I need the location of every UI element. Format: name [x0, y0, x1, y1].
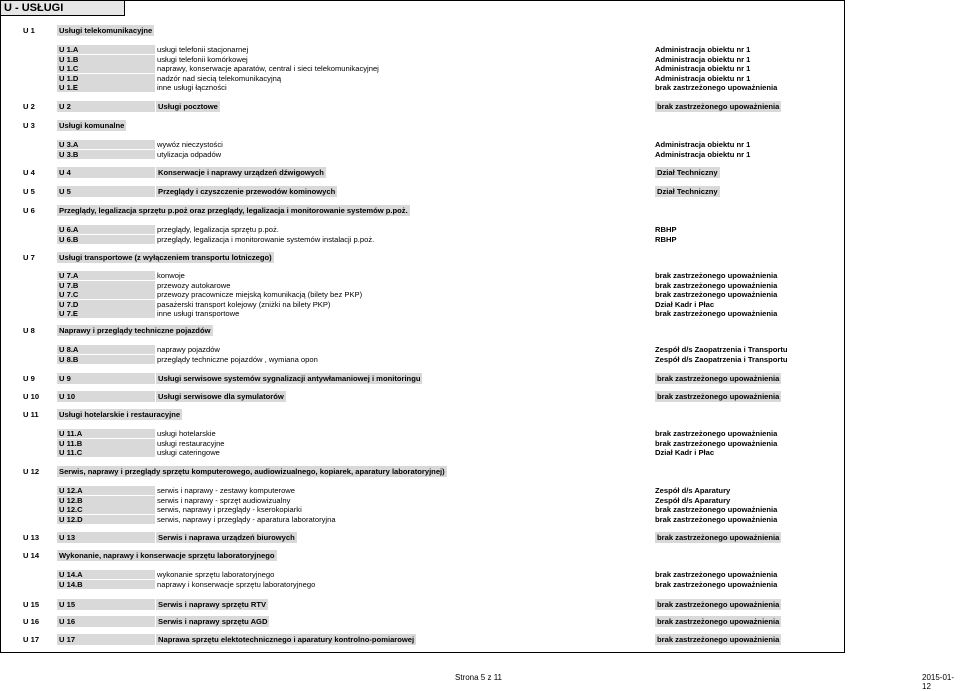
- page-number: Strona 5 z 11: [455, 673, 502, 682]
- section-u13: U 13 U 13 Serwis i naprawa urządzeń biurowych brak zastrzeżonego upoważnienia: [23, 533, 780, 542]
- subsection-row: U 11.B usługi restauracyjne brak zastrzeżonego upoważnienia: [59, 438, 778, 448]
- section-u7: U 7 Usługi transportowe (z wyłączeniem transportu lotniczego): [23, 253, 272, 262]
- section-u16: U 16 U 16 Serwis i naprawy sprzętu AGD brak zastrzeżonego upoważnienia: [23, 617, 780, 626]
- print-date: 2015-01-12: [922, 673, 955, 691]
- subsection-row: U 7.D pasażerski transport kolejowy (zniżki na bilety PKP) Dział Kadr i Płac: [59, 299, 715, 309]
- subsection-row: U 12.B serwis i naprawy - sprzęt audiowizualny Zespół d/s Aparatury: [59, 495, 731, 505]
- section-u17: U 17 U 17 Naprawa sprzętu elektotechnicznego i aparatury kontrolno-pomiarowej brak zastrzeżonego upoważnienia: [23, 635, 780, 644]
- subsection-row: U 7.E inne usługi transportowe brak zastrzeżonego upoważnienia: [59, 309, 778, 319]
- section-u2: U 2 U 2 Usługi pocztowe brak zastrzeżonego upoważnienia: [23, 102, 780, 111]
- subsection-row: U 1.A usługi telefonii stacjonarnej Administracja obiektu nr 1: [59, 45, 751, 54]
- subsection-row: U 8.B przeglądy techniczne pojazdów , wymiana opon Zespół d/s Zaopatrzenia i Transportu: [59, 354, 788, 364]
- subsection-row: U 1.D nadzór nad siecią telekomunikacyjną Administracja obiektu nr 1: [59, 73, 751, 83]
- section-u6: U 6 Przeglądy, legalizacja sprzętu p.poż oraz przeglądy, legalizacja i monitorowanie systemów p.poż.: [23, 206, 408, 215]
- section-label: Usługi telekomunikacyjne: [59, 26, 153, 35]
- subsection-row: U 7.B przewozy autokarowe brak zastrzeżonego upoważnienia: [59, 280, 778, 290]
- section-u5: U 5 U 5 Przeglądy i czyszczenie przewodów kominowych Dział Techniczny: [23, 187, 718, 196]
- section-code: U 1: [23, 26, 35, 35]
- section-u1: [1, 25, 844, 37]
- section-u10: U 10 U 10 Usługi serwisowe dla symulatorów brak zastrzeżonego upoważnienia: [23, 392, 780, 401]
- subsection-row: U 7.A konwoje brak zastrzeżonego upoważnienia: [59, 271, 778, 280]
- subsection-row: U 11.A usługi hotelarskie brak zastrzeżonego upoważnienia: [59, 429, 778, 438]
- section-u8: U 8 Naprawy i przeglądy techniczne pojazdów: [23, 326, 211, 335]
- section-u3: U 3 Usługi komunalne: [23, 121, 125, 130]
- subsection-row: U 3.B utylizacja odpadów Administracja obiektu nr 1: [59, 149, 751, 159]
- subsection-row: U 1.E inne usługi łączności brak zastrzeżonego upoważnienia: [59, 83, 778, 93]
- subsection-row: U 3.A wywóz nieczystości Administracja obiektu nr 1: [59, 140, 751, 149]
- subsection-row: U 1.C naprawy, konserwacje aparatów, central i sieci telekomunikacyjnej Administracja obiektu nr 1: [59, 64, 751, 74]
- subsection-row: U 14.B naprawy i konserwacje sprzętu laboratoryjnego brak zastrzeżonego upoważnienia: [59, 579, 778, 589]
- subsection-row: U 8.A naprawy pojazdów Zespół d/s Zaopatrzenia i Transportu: [59, 345, 788, 354]
- subsection-row: U 6.B przeglądy, legalizacja i monitorowanie systemów instalacji p.poż. RBHP: [59, 234, 677, 244]
- section-u15: U 15 U 15 Serwis i naprawy sprzętu RTV brak zastrzeżonego upoważnienia: [23, 600, 780, 609]
- page-title: U - USŁUGI: [1, 1, 125, 16]
- section-u12: U 12 Serwis, naprawy i przeglądy sprzętu komputerowego, audiowizualnego, kopiarek, aparatury laboratoryjnej): [23, 467, 445, 476]
- subsection-row: U 12.C serwis, naprawy i przeglądy - kserokopiarki brak zastrzeżonego upoważnienia: [59, 505, 778, 515]
- subsection-row: U 12.D serwis, naprawy i przeglądy - aparatura laboratoryjna brak zastrzeżonego upoważnienia: [59, 514, 778, 524]
- subsection-row: U 6.A przeglądy, legalizacja sprzętu p.poż. RBHP: [59, 225, 677, 234]
- subsection-row: U 7.C przewozy pracownicze miejską komunikacją (bilety bez PKP) brak zastrzeżonego upoważnienia: [59, 290, 778, 300]
- section-u4: U 4 U 4 Konserwacje i naprawy urządzeń dźwigowych Dział Techniczny: [23, 168, 718, 177]
- section-u9: U 9 U 9 Usługi serwisowe systemów sygnalizacji antywłamaniowej i monitoringu brak zastrzeżonego upoważnienia: [23, 374, 780, 383]
- section-u11: U 11 Usługi hotelarskie i restauracyjne: [23, 410, 181, 419]
- subsection-row: U 14.A wykonanie sprzętu laboratoryjnego brak zastrzeżonego upoważnienia: [59, 570, 778, 579]
- subsection-row: U 12.A serwis i naprawy - zestawy komputerowe Zespół d/s Aparatury: [59, 486, 731, 495]
- subsection-row: U 11.C usługi cateringowe Dział Kadr i Płac: [59, 448, 715, 458]
- section-u14: U 14 Wykonanie, naprawy i konserwacje sprzętu laboratoryjnego: [23, 551, 275, 560]
- subsection-row: U 1.B usługi telefonii komórkowej Administracja obiektu nr 1: [59, 54, 751, 64]
